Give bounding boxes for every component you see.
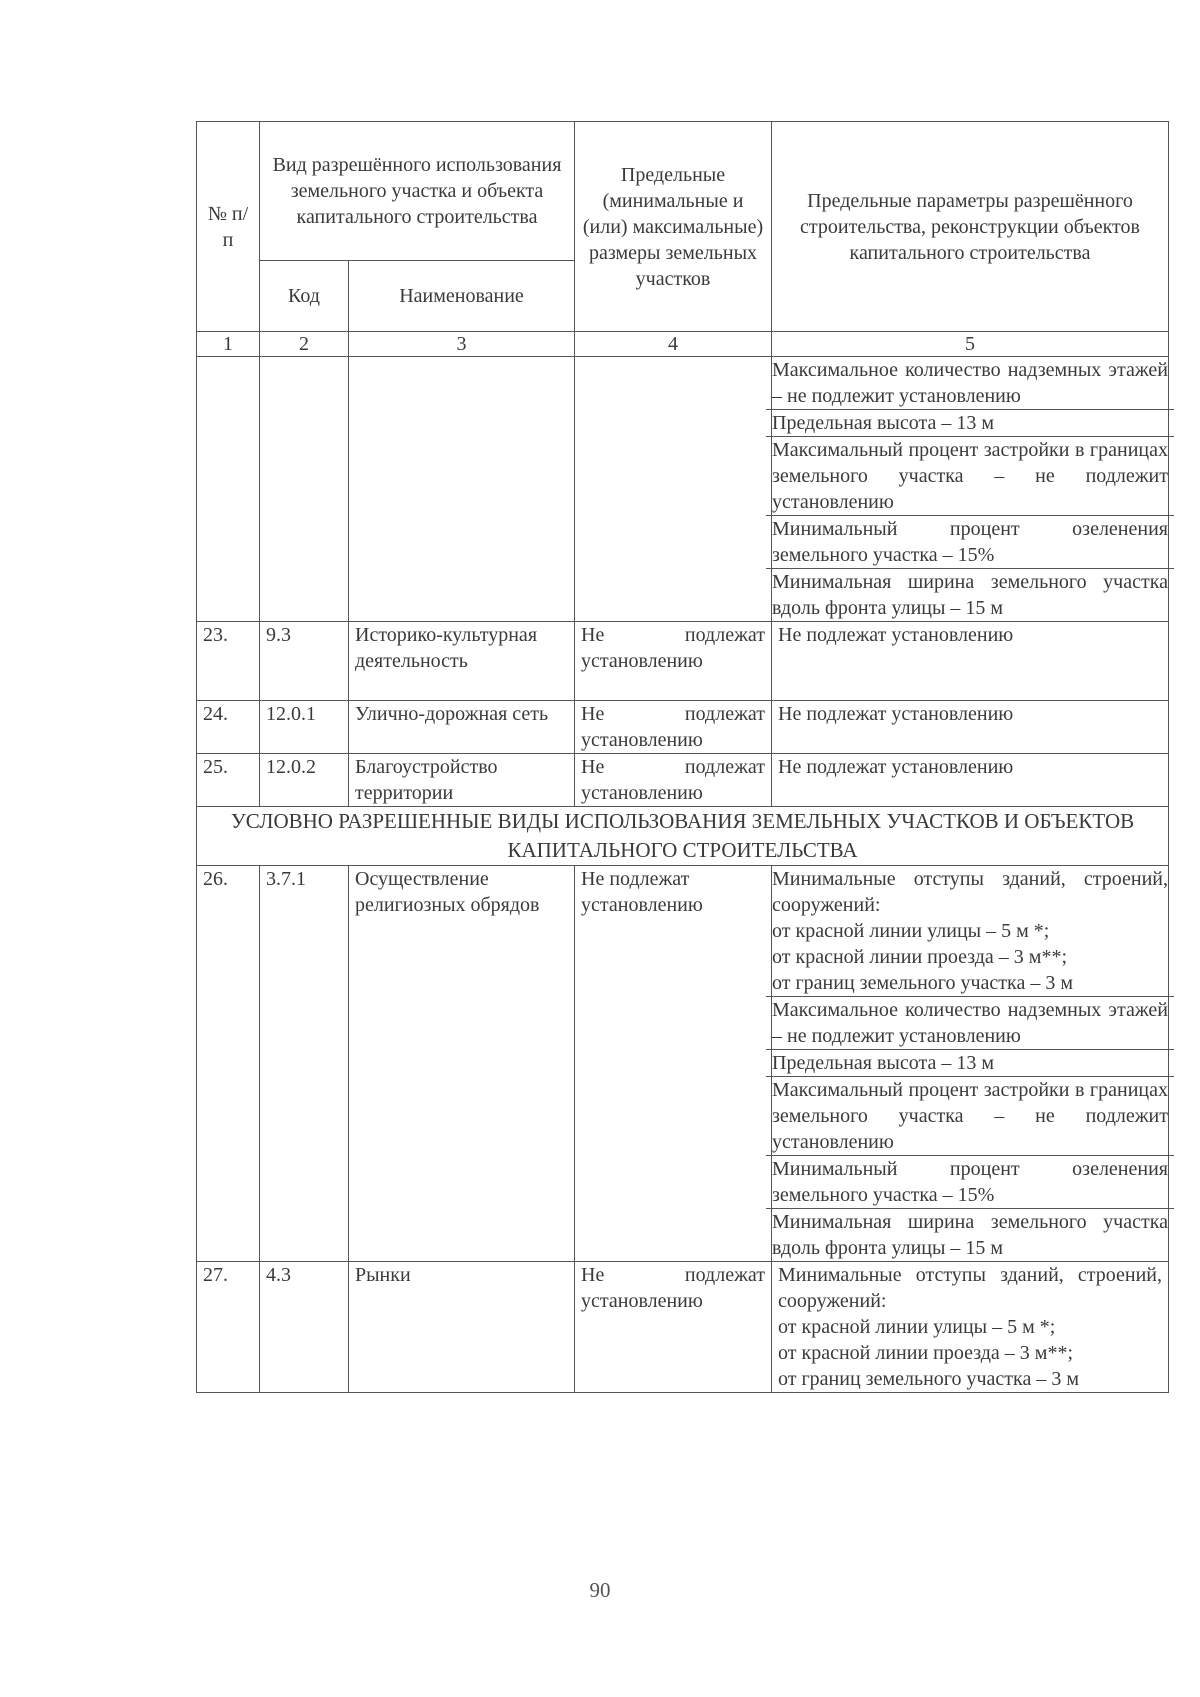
- row-code: 4.3: [260, 1262, 349, 1393]
- empty-cell: [260, 357, 349, 622]
- row-code: 12.0.2: [260, 754, 349, 807]
- table-row: [197, 701, 1169, 754]
- column-number: 2: [260, 332, 349, 357]
- param-height: Предельная высота – 13 м: [766, 409, 1174, 436]
- row-name: Осуществление религиозных обрядов: [349, 866, 575, 1262]
- row-code: 9.3: [260, 622, 349, 701]
- section-row: [197, 807, 1169, 866]
- row-name: Благоустройство территории: [349, 754, 575, 807]
- row-number: 23.: [197, 622, 260, 701]
- row-name: Улично-дорожная сеть: [349, 701, 575, 754]
- indent-line: от красной линии проезда – 3 м**;: [772, 946, 1068, 968]
- row-plot-size: Не подлежат установлению: [575, 701, 772, 754]
- indents-intro: Минимальные отступы зданий, строений, сооружений:: [772, 868, 1168, 916]
- table-row: [197, 866, 1169, 1262]
- column-number: 5: [772, 332, 1169, 357]
- header-name: Наименование: [349, 261, 575, 332]
- land-use-table: [196, 121, 1169, 1393]
- param-indents: [766, 866, 1174, 996]
- header-row: [197, 122, 1169, 261]
- param-greening-percent: Минимальный процент озеленения земельного участка – 15%: [766, 515, 1174, 568]
- indents-intro: Минимальные отступы зданий, строений, сооружений:: [778, 1264, 1162, 1312]
- param-building-percent: Максимальный процент застройки в границах земельного участка – не подлежит установлению: [766, 436, 1174, 515]
- param-height: Предельная высота – 13 м: [766, 1049, 1174, 1076]
- section-title: УСЛОВНО РАЗРЕШЕННЫЕ ВИДЫ ИСПОЛЬЗОВАНИЯ ЗЕМЕЛЬНЫХ УЧАСТКОВ И ОБЪЕКТОВ КАПИТАЛЬНОГО СТРОИТЕЛЬСТВА: [197, 807, 1169, 866]
- header-parameters: Предельные параметры разрешённого строительства, реконструкции объектов капитального строительства: [772, 122, 1169, 332]
- empty-cell: [349, 357, 575, 622]
- row-plot-size: Не подлежат установлению: [575, 754, 772, 807]
- parameters-cell: [772, 1262, 1169, 1393]
- empty-cell: [197, 357, 260, 622]
- row-number: 25.: [197, 754, 260, 807]
- header-code: Код: [260, 261, 349, 332]
- header-number: № п/п: [197, 122, 260, 332]
- param-min-width: Минимальная ширина земельного участка вдоль фронта улицы – 15 м: [766, 568, 1174, 621]
- param-floors: Максимальное количество надземных этажей – не подлежит установлению: [766, 996, 1174, 1049]
- column-number: 1: [197, 332, 260, 357]
- header-use-type: Вид разрешённого использования земельного участка и объекта капитального строительства: [260, 122, 575, 261]
- indent-line: от границ земельного участка – 3 м: [772, 972, 1073, 994]
- indent-line: от красной линии улицы – 5 м *;: [772, 920, 1050, 942]
- column-number: 4: [575, 332, 772, 357]
- row-number: 24.: [197, 701, 260, 754]
- table-row: [197, 754, 1169, 807]
- row-number: 27.: [197, 1262, 260, 1393]
- row-number: 26.: [197, 866, 260, 1262]
- table-row: [197, 1262, 1169, 1393]
- row-code: 12.0.1: [260, 701, 349, 754]
- row-parameters: Не подлежат установлению: [772, 701, 1169, 754]
- indent-line: от красной линии улицы – 5 м *;: [778, 1316, 1056, 1338]
- row-name: Рынки: [349, 1262, 575, 1393]
- row-plot-size: Не подлежат установлению: [575, 1262, 772, 1393]
- parameters-cell: [772, 357, 1169, 622]
- indent-line: от красной линии проезда – 3 м**;: [778, 1342, 1074, 1364]
- row-parameters: Не подлежат установлению: [772, 754, 1169, 807]
- parameters-cell: [772, 866, 1169, 1262]
- row-parameters: Не подлежат установлению: [772, 622, 1169, 701]
- row-name: Историко-культурная деятельность: [349, 622, 575, 701]
- row-plot-size: Не подлежат установлению: [575, 622, 772, 701]
- header-plot-size: Предельные (минимальные и (или) максимальные) размеры земельных участков: [575, 122, 772, 332]
- column-number: 3: [349, 332, 575, 357]
- param-greening-percent: Минимальный процент озеленения земельного участка – 15%: [766, 1155, 1174, 1208]
- page-number: 90: [589, 1578, 611, 1602]
- param-min-width: Минимальная ширина земельного участка вдоль фронта улицы – 15 м: [766, 1208, 1174, 1261]
- row-code: 3.7.1: [260, 866, 349, 1262]
- row-plot-size: Не подлежат установлению: [575, 866, 772, 1262]
- empty-cell: [575, 357, 772, 622]
- param-floors: Максимальное количество надземных этажей – не подлежит установлению: [772, 359, 1168, 407]
- param-building-percent: Максимальный процент застройки в границах земельного участка – не подлежит установлению: [766, 1076, 1174, 1155]
- continued-row: [197, 357, 1169, 622]
- column-number-row: [197, 332, 1169, 357]
- indent-line: от границ земельного участка – 3 м: [778, 1368, 1079, 1390]
- table-row: [197, 622, 1169, 701]
